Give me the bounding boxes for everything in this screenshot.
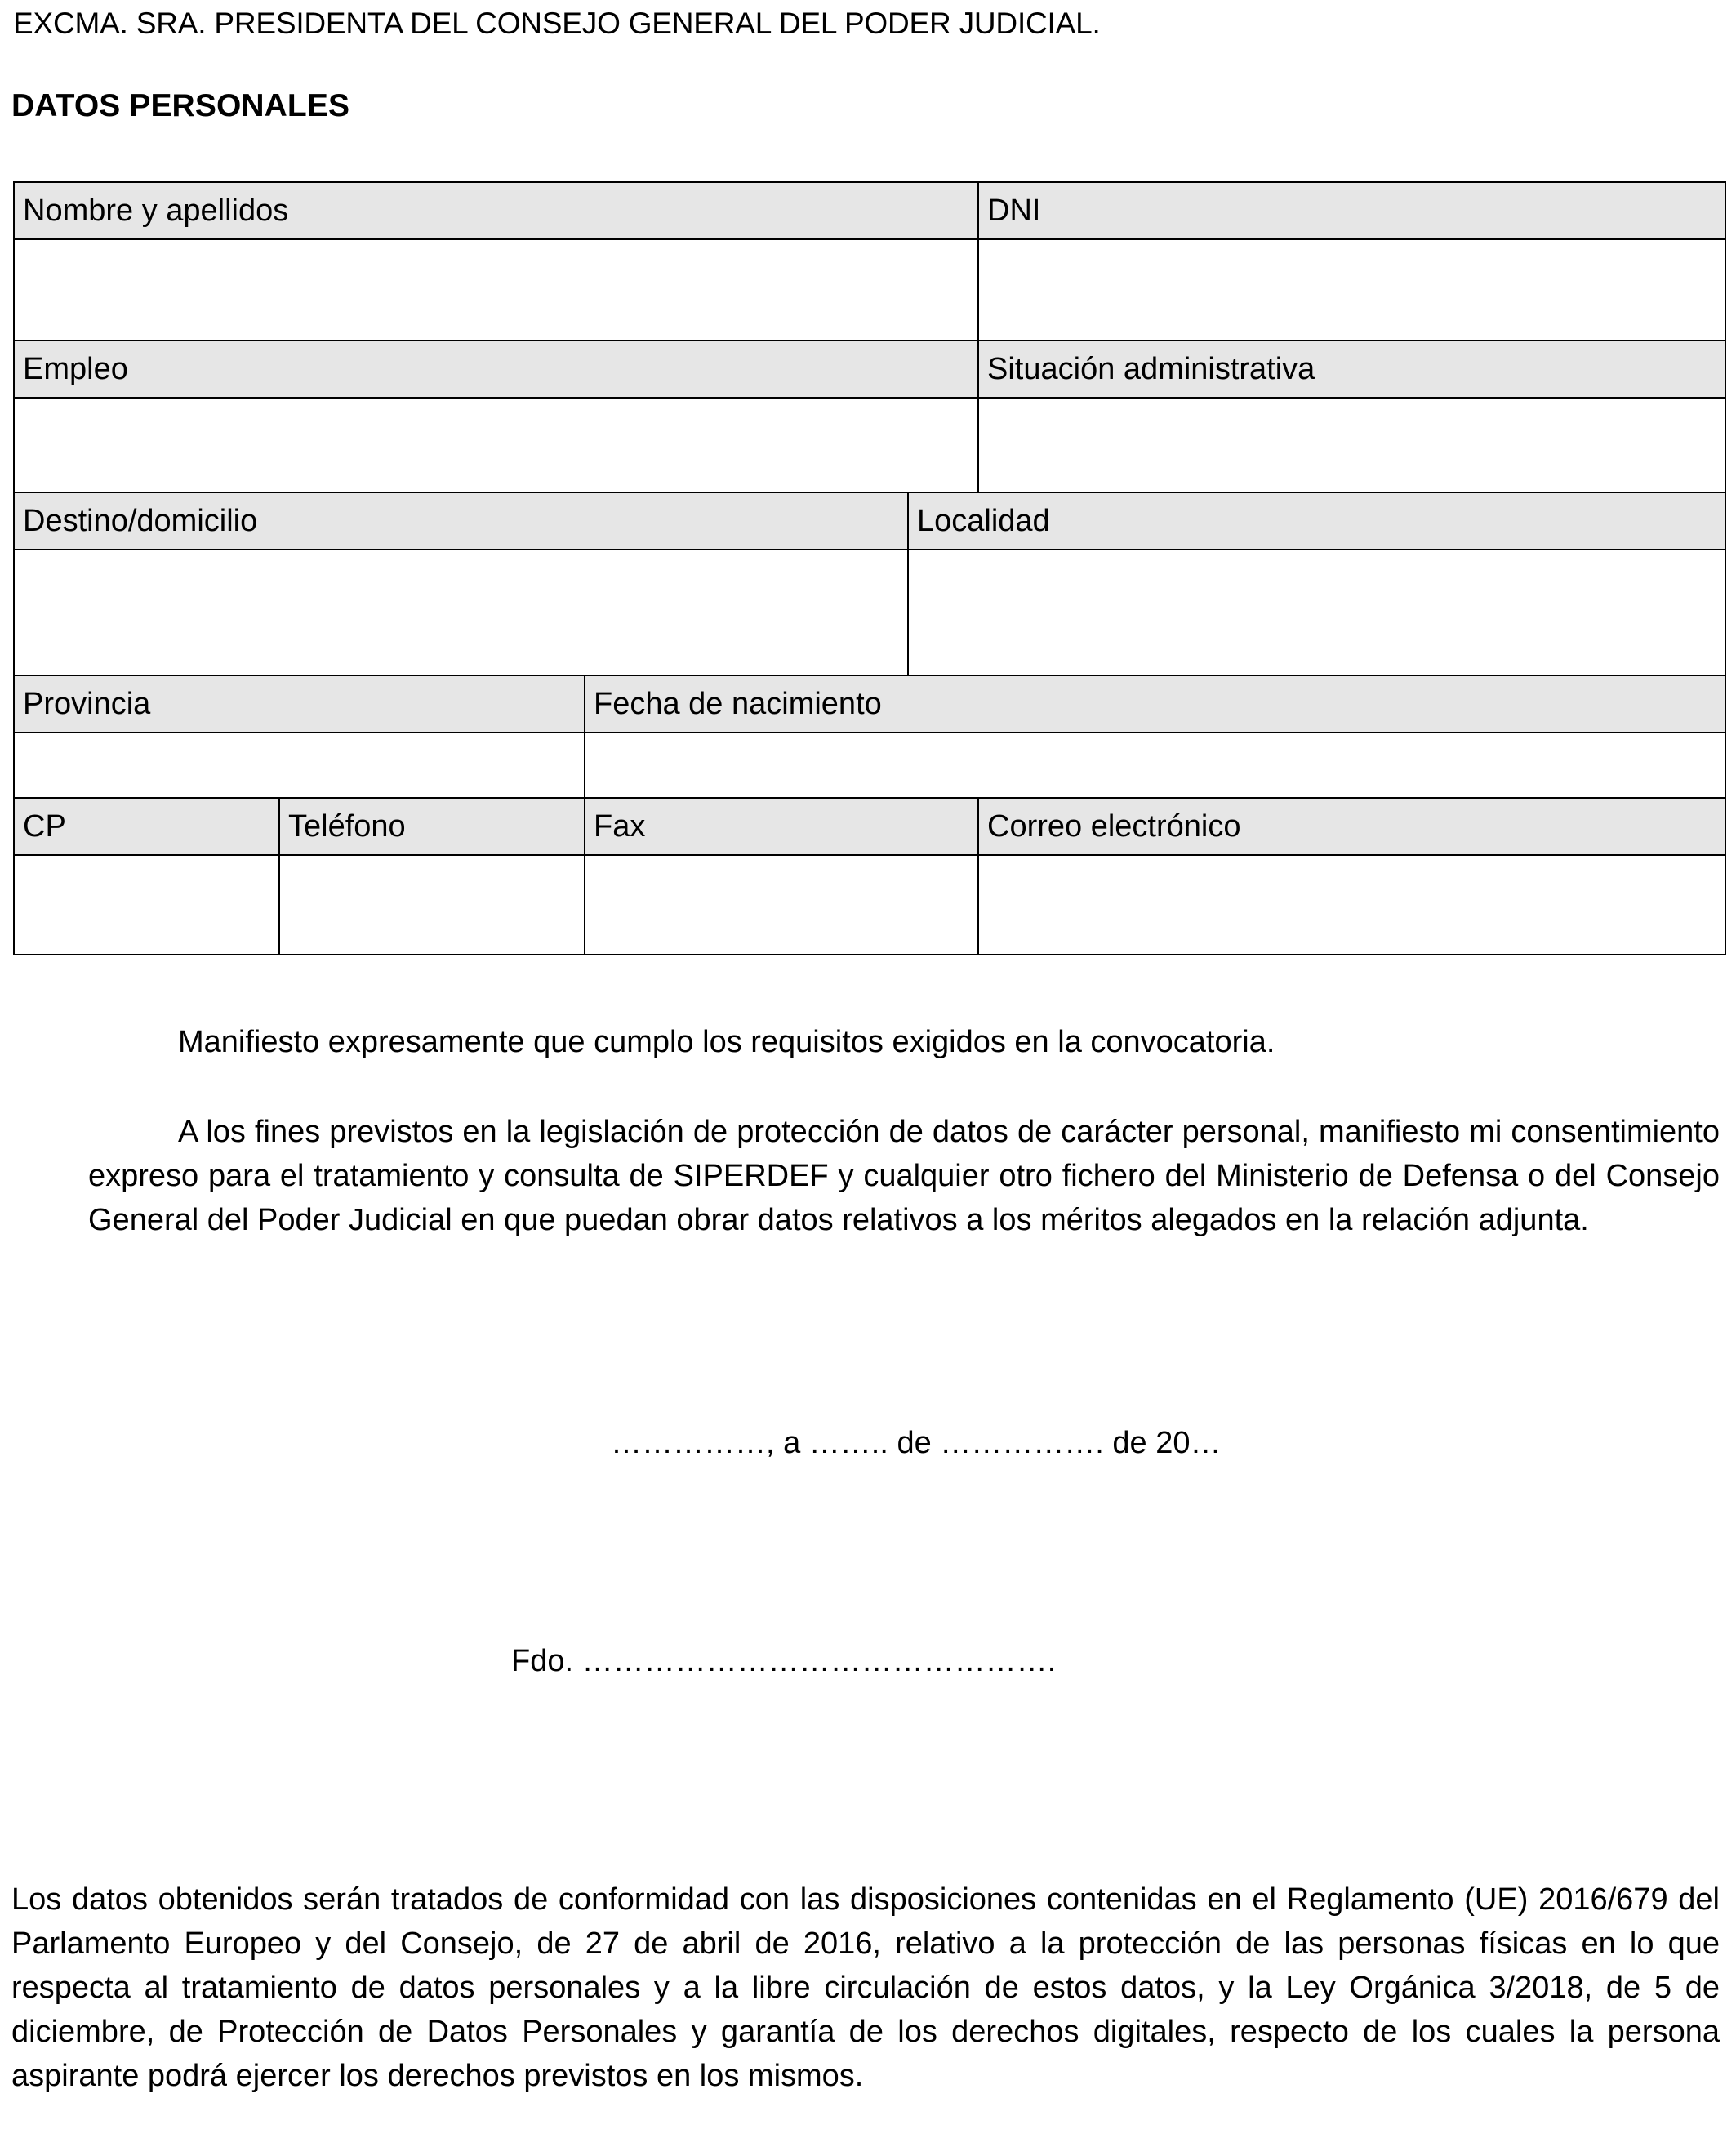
label-provincia: Provincia [14, 675, 585, 733]
table-row-contacto-labels [14, 798, 1725, 855]
field-correo-electronico[interactable] [978, 855, 1725, 955]
label-fax: Fax [585, 798, 978, 855]
table-row-contacto-fields [14, 855, 1725, 955]
field-situacion-administrativa[interactable] [978, 398, 1725, 492]
field-empleo[interactable] [14, 398, 978, 492]
table-row-provincia-fecha-labels [14, 675, 1725, 733]
field-destino-domicilio[interactable] [14, 550, 908, 675]
label-dni: DNI [978, 182, 1725, 239]
field-fax[interactable] [585, 855, 978, 955]
field-provincia[interactable] [14, 733, 585, 798]
label-situacion-administrativa: Situación administrativa [978, 341, 1725, 398]
field-dni[interactable] [978, 239, 1725, 341]
paragraph-aviso-legal: Los datos obtenidos serán tratados de conformidad con las disposiciones contenidas en el Reglamento (UE) 2016/679 del Parlamento Europeo y del Consejo, de 27 de abril de 2016, relativo a la protección de las personas físicas en lo que respecta al tratamiento de datos personales y a la libre circulación de estos datos, y la Ley Orgánica 3/2018, de 5 de diciembre, de Protección de Datos Personales y garantía de los derechos digitales, respecto de los cuales la persona aspirante podrá ejercer los derechos previstos en los mismos. [11, 1882, 1720, 2093]
paragraph-manifiesto: Manifiesto expresamente que cumplo los requisitos exigidos en la convocatoria. [178, 1025, 1275, 1059]
section-title-datos-personales: DATOS PERSONALES [11, 88, 350, 123]
label-cp: CP [14, 798, 279, 855]
datos-personales-table [13, 181, 1726, 955]
table-row-provincia-fecha-fields [14, 733, 1725, 798]
label-localidad: Localidad [908, 492, 1725, 550]
label-nombre-apellidos: Nombre y apellidos [14, 182, 978, 239]
field-nombre-apellidos[interactable] [14, 239, 978, 341]
addressee-line: EXCMA. SRA. PRESIDENTA DEL CONSEJO GENERAL DEL PODER JUDICIAL. [13, 7, 1101, 40]
table-row-empleo-situacion-fields [14, 398, 1725, 492]
field-localidad[interactable] [908, 550, 1725, 675]
firma-placeholder-line: Fdo. ………………………………………. [511, 1644, 1057, 1678]
field-cp[interactable] [14, 855, 279, 955]
label-empleo: Empleo [14, 341, 978, 398]
table-row-destino-localidad-labels [14, 492, 1725, 550]
table-row-nombre-dni-fields [14, 239, 1725, 341]
paragraph-proteccion-datos: A los fines previstos en la legislación de protección de datos de carácter personal, manifiesto mi consentimiento expreso para el tratamiento y consulta de SIPERDEF y cualquier otro fichero del Ministerio de Defensa o del Consejo General del Poder Judicial en que puedan obrar datos relativos a los méritos alegados en la relación adjunta. [88, 1115, 1720, 1237]
label-telefono: Teléfono [279, 798, 585, 855]
field-fecha-nacimiento[interactable] [585, 733, 1725, 798]
label-destino-domicilio: Destino/domicilio [14, 492, 908, 550]
table-row-nombre-dni-labels [14, 182, 1725, 239]
label-fecha-nacimiento: Fecha de nacimiento [585, 675, 1725, 733]
field-telefono[interactable] [279, 855, 585, 955]
label-correo-electronico: Correo electrónico [978, 798, 1725, 855]
fecha-placeholder-line: ……………, a …….. de ……………. de 20… [611, 1426, 1222, 1460]
table-row-empleo-situacion-labels [14, 341, 1725, 398]
table-row-destino-localidad-fields [14, 550, 1725, 675]
